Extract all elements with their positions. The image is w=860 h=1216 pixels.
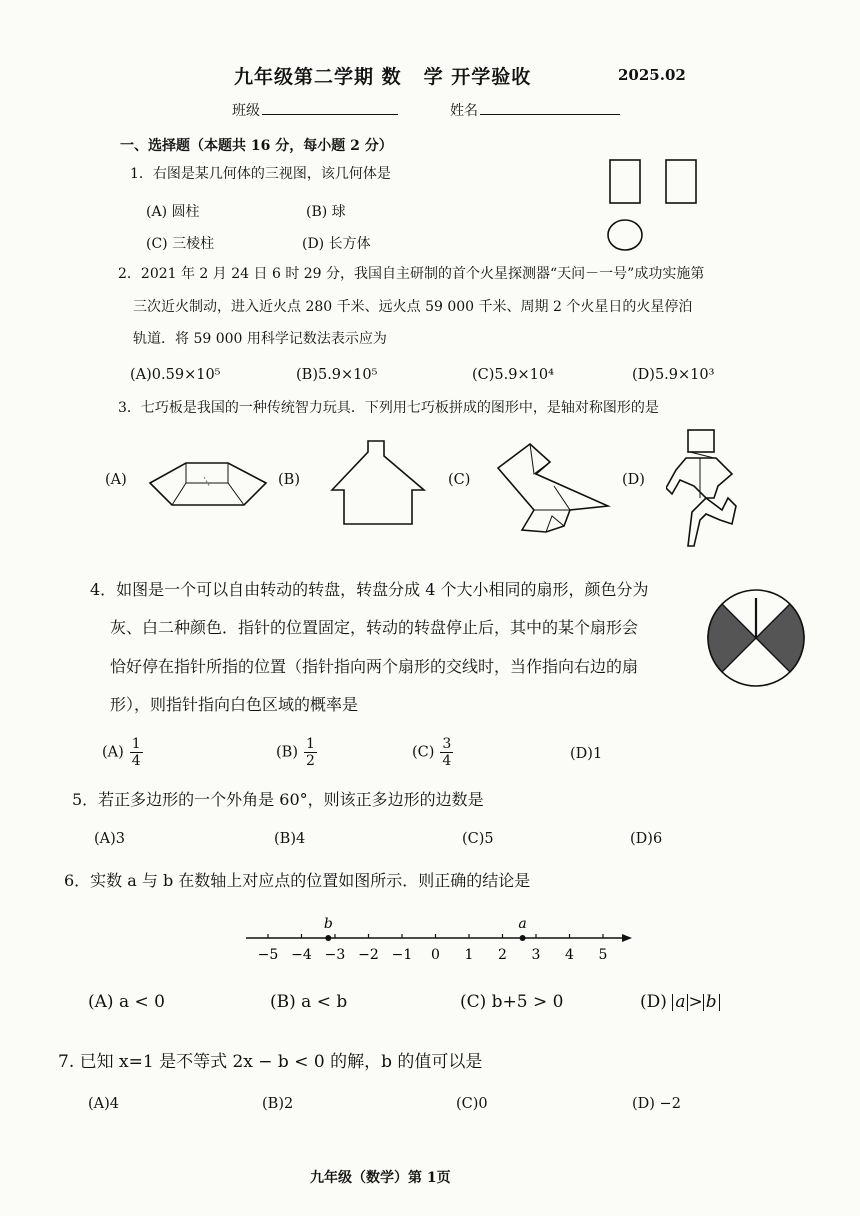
q2-option-b[interactable]: (B)5.9×10⁵ xyxy=(296,367,378,383)
q5-stem: 5．若正多边形的一个外角是 60°，则该正多边形的边数是 xyxy=(72,790,484,809)
q6-option-d-label: (D) xyxy=(640,992,667,1012)
point-b xyxy=(325,935,331,941)
number-line-tick-label: −2 xyxy=(358,947,379,963)
exam-title-part2: 学 开学验收 xyxy=(423,66,532,88)
q4-stem-line1: 4．如图是一个可以自由转动的转盘，转盘分成 4 个大小相同的扇形，颜色分为 xyxy=(90,580,649,599)
name-blank-line[interactable] xyxy=(480,102,620,115)
q4-option-a-fraction xyxy=(130,736,143,769)
class-blank-line[interactable] xyxy=(262,102,398,115)
q7-stem: 7. 已知 x=1 是不等式 2x − b < 0 的解，b 的值可以是 xyxy=(58,1052,483,1072)
name-field[interactable] xyxy=(450,100,620,120)
q5-option-c[interactable]: (C)5 xyxy=(462,831,494,847)
q2-stem-line2: 三次近火制动，进入近火点 280 千米、远火点 59 000 千米、周期 2 个火星日的火星停泊 xyxy=(133,299,693,315)
q2-stem-line1: 2．2021 年 2 月 24 日 6 时 29 分，我国自主研制的首个火星探测器“天问－一号”成功实施第 xyxy=(118,266,705,282)
number-line-tick-label: 5 xyxy=(598,947,608,963)
fraction-numerator: 3 xyxy=(442,736,452,752)
q7-option-b[interactable]: (B)2 xyxy=(262,1096,294,1112)
fraction-numerator: 1 xyxy=(131,736,141,752)
q2-option-c[interactable]: (C)5.9×10⁴ xyxy=(472,367,554,383)
class-field[interactable] xyxy=(232,100,398,120)
q4-stem-line2: 灰、白二种颜色．指针的位置固定，转动的转盘停止后，其中的某个扇形会 xyxy=(110,618,639,637)
q5-option-d[interactable]: (D)6 xyxy=(630,831,663,847)
side-view-rectangle xyxy=(666,160,696,203)
number-line-figure xyxy=(240,910,640,966)
q4-option-c-fraction xyxy=(440,736,453,769)
q7-option-d[interactable]: (D) −2 xyxy=(632,1096,681,1112)
q4-option-d[interactable]: (D)1 xyxy=(570,746,603,762)
class-label: 班级 xyxy=(232,103,260,119)
q3-option-d-label[interactable]: (D) xyxy=(622,472,645,488)
q3-option-a-label[interactable]: (A) xyxy=(105,472,127,488)
q4-option-c-label: (C) xyxy=(412,744,435,761)
number-line-tick-label: −4 xyxy=(291,947,312,963)
section-heading: 一、选择题（本题共 16 分，每小题 2 分） xyxy=(120,138,393,154)
abs-b: b xyxy=(703,994,720,1011)
q1-option-d[interactable]: (D) 长方体 xyxy=(302,236,371,252)
three-view-figure xyxy=(598,155,708,255)
number-line-tick-label: −3 xyxy=(324,947,346,963)
q6-option-d[interactable] xyxy=(640,992,720,1012)
point-b-label: b xyxy=(323,916,333,932)
q5-option-b[interactable]: (B)4 xyxy=(274,831,306,847)
q4-stem-line3: 恰好停在指针所指的位置（指针指向两个扇形的交线时，当作指向右边的扇 xyxy=(110,657,639,676)
point-a-label: a xyxy=(518,916,527,932)
q1-stem: 1．右图是某几何体的三视图，该几何体是 xyxy=(130,166,391,182)
number-line-tick-label: 2 xyxy=(498,947,507,963)
top-view-circle xyxy=(608,220,642,250)
q4-option-a[interactable] xyxy=(102,736,143,769)
number-line-tick-label: 0 xyxy=(431,947,440,963)
fraction-denominator: 4 xyxy=(131,753,141,770)
abs-a: a xyxy=(672,994,688,1011)
tangram-person-figure xyxy=(666,428,746,550)
page-footer: 九年级（数学）第 1页 xyxy=(310,1170,451,1186)
name-label: 姓名 xyxy=(450,103,478,119)
q3-option-c-label[interactable]: (C) xyxy=(448,472,471,488)
exam-date: 2025.02 xyxy=(618,66,686,84)
q2-stem-line3: 轨道．将 59 000 用科学记数法表示应为 xyxy=(133,331,387,347)
number-line-tick-label: 4 xyxy=(565,947,574,963)
q4-option-b-label: (B) xyxy=(276,744,298,761)
q1-option-a[interactable]: (A) 圆柱 xyxy=(146,204,200,220)
q2-option-a[interactable]: (A)0.59×10⁵ xyxy=(130,367,221,383)
point-a xyxy=(520,935,526,941)
q6-option-b[interactable]: (B) a < b xyxy=(270,992,348,1012)
q6-stem: 6．实数 a 与 b 在数轴上对应点的位置如图所示．则正确的结论是 xyxy=(64,871,531,890)
tangram-boat-figure xyxy=(148,455,268,510)
q4-option-b-fraction xyxy=(304,736,317,769)
gt-sign: > xyxy=(688,992,703,1012)
spinner-figure xyxy=(706,586,806,690)
number-line-tick-label: −5 xyxy=(257,947,279,963)
q5-option-a[interactable]: (A)3 xyxy=(94,831,126,847)
q4-stem-line4: 形），则指针指向白色区域的概率是 xyxy=(110,695,359,714)
q3-option-b-label[interactable]: (B) xyxy=(278,472,300,488)
q4-option-b[interactable] xyxy=(276,736,317,769)
q7-option-a[interactable]: (A)4 xyxy=(88,1096,120,1112)
number-line-tick-label: 3 xyxy=(531,947,541,963)
exam-title xyxy=(234,62,531,89)
number-line-tick-label: −1 xyxy=(391,947,413,963)
fraction-numerator: 1 xyxy=(305,736,315,752)
tangram-bird-figure xyxy=(494,440,614,535)
q6-option-c[interactable]: (C) b+5 > 0 xyxy=(460,992,564,1012)
exam-title-part1: 九年级第二学期 数 xyxy=(234,66,402,88)
q6-option-a[interactable]: (A) a < 0 xyxy=(88,992,165,1012)
tangram-house-figure xyxy=(328,438,428,528)
q2-option-d[interactable]: (D)5.9×10³ xyxy=(632,367,715,383)
number-line-tick-label: 1 xyxy=(464,947,474,963)
number-line-arrow-icon xyxy=(622,934,632,942)
q4-option-a-label: (A) xyxy=(102,744,124,761)
q1-option-c[interactable]: (C) 三棱柱 xyxy=(146,236,215,252)
q3-stem: 3．七巧板是我国的一种传统智力玩具．下列用七巧板拼成的图形中，是轴对称图形的是 xyxy=(118,400,659,416)
fraction-denominator: 2 xyxy=(305,753,315,770)
front-view-rectangle xyxy=(610,160,640,203)
q4-option-c[interactable] xyxy=(412,736,453,769)
q1-option-b[interactable]: (B) 球 xyxy=(306,204,346,220)
fraction-denominator: 4 xyxy=(442,753,452,770)
q7-option-c[interactable]: (C)0 xyxy=(456,1096,488,1112)
